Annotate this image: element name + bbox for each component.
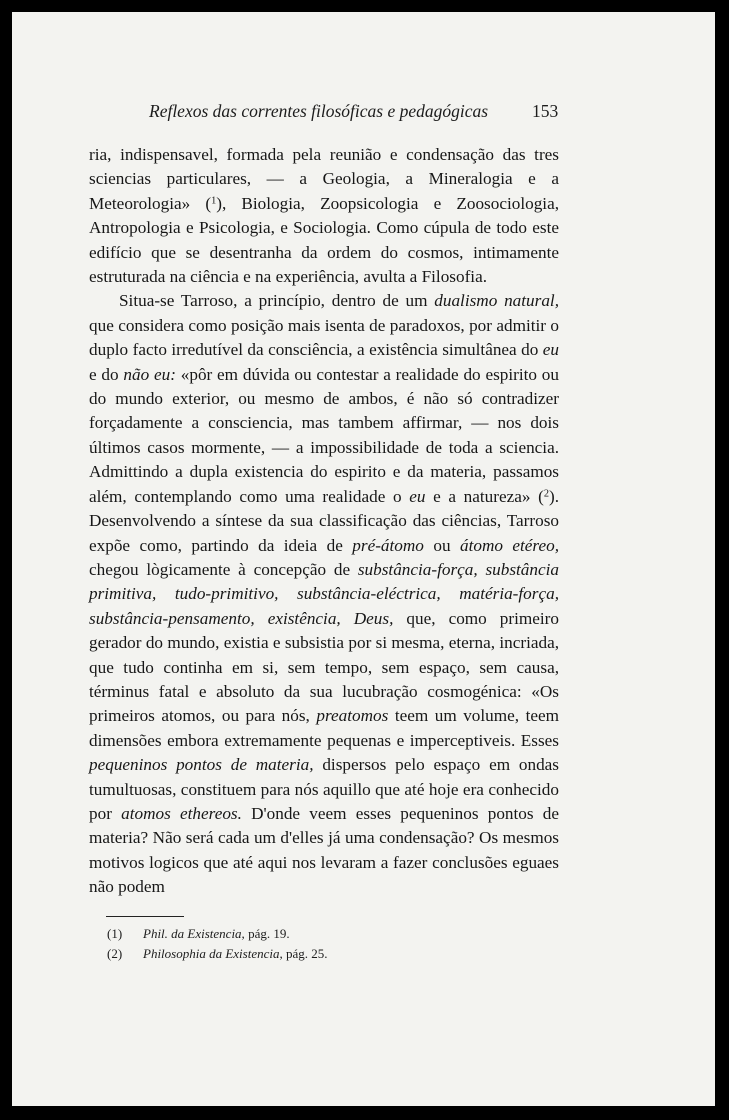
footnote-mark: (1) <box>107 926 123 941</box>
text-run: chegou lògicamente à concepção de <box>89 559 358 579</box>
text-run: e do <box>89 364 124 384</box>
italic-run: átomo etéreo, <box>459 535 559 555</box>
footnote-page-ref: pág. 25. <box>285 946 328 961</box>
italic-run: não eu: <box>123 364 176 384</box>
footnote-reference: 1 <box>211 195 217 207</box>
footnote-page-ref: pág. 19. <box>248 926 290 941</box>
running-head-title: Reflexos das correntes filosóficas e pedagógicas <box>149 101 489 121</box>
paragraph <box>89 143 559 289</box>
italic-run: preatomos <box>316 706 389 726</box>
italic-run: dualismo natural, <box>434 291 559 311</box>
italic-run: eu <box>409 486 426 506</box>
italic-run: atomos ethereos. <box>121 803 242 823</box>
text-run: que considera como posição mais isenta de paradoxos, por admitir o duplo facto irredutível da consciência, a existência simultânea do <box>89 315 559 360</box>
text-run: ), Biologia, Zoopsicologia e Zoosociologia, Antropologia e Psicologia, e Sociologia. Como cúpula de todo este edifício que se desentranha da ordem do cosmos, intimamente estruturada na ciência e na experiência, avulta a Filosofia. <box>89 193 559 287</box>
text-run: D'onde veem esses pequeninos pontos de materia? Não será cada um d'elles já uma condensação? Os mesmos motivos logicos que até aqui nos levaram a fazer conclusões eguaes não podem <box>89 803 560 897</box>
footnote-2 <box>107 944 507 964</box>
text-run: teem um volume, teem dimensões embora extremamente pequenas e imperceptiveis. Esses <box>89 706 559 750</box>
text-run: ou <box>423 535 460 555</box>
book-page <box>12 12 715 1106</box>
footnote-1 <box>107 924 507 944</box>
paragraph <box>89 289 559 899</box>
italic-run: pré-átomo <box>352 535 424 555</box>
page-number: 153 <box>532 101 559 121</box>
text-run: «pôr em dúvida ou contestar a realidade do espirito ou do mundo exterior, ou mesmo de ambos, é não só contradizer forçadamente a consciencia, mas tambem affirmar, — nos dois últimos casos mormente, — a impossibilidade de toda a sciencia. Admittindo a dupla existencia do espirito e da materia, passamos além, contemplando como uma realidade o <box>89 364 559 506</box>
italic-run: pequeninos pontos de materia, <box>89 755 314 775</box>
text-run: e a natureza» ( <box>425 486 544 506</box>
footnote-mark: (2) <box>107 946 123 961</box>
text-run: ). Desenvolvendo a síntese da sua classificação das ciências, Tarroso expõe como, partindo da ideia de <box>89 486 559 555</box>
text-run: dispersos pelo espaço em ondas tumultuosas, constituem para nós aquillo que até hoje era conhecido por <box>89 755 559 823</box>
text-run: ria, indispensavel, formada pela reunião e condensação das tres sciencias particulares, — a Geologia, a Mineralogia e a Meteorologia» ( <box>89 145 559 213</box>
footnote-work-title: Philosophia da Existencia, <box>143 946 283 961</box>
footnotes <box>107 924 507 964</box>
italic-run: eu <box>542 340 559 360</box>
italic-run: substância-força, substância primitiva, tudo-primitivo, substância-eléctrica, matéria-força, substância-pensamento, existência, Deus, <box>89 559 559 628</box>
body-text <box>89 143 559 900</box>
footnote-divider <box>106 916 184 917</box>
footnote-work-title: Phil. da Existencia, <box>143 926 245 941</box>
running-head <box>12 101 715 127</box>
footnote-reference: 2 <box>543 488 549 500</box>
text-run: que, como primeiro gerador do mundo, existia e subsistia por si mesma, eterna, incriada, que tudo continha em si, sem tempo, sem espaço, sem causa, términus fatal e absoluto da sua lucubração cosmogénica: «Os primeiros atomos, ou para nós, <box>89 608 559 726</box>
text-run: Situa-se Tarroso, a princípio, dentro de um <box>119 291 435 311</box>
